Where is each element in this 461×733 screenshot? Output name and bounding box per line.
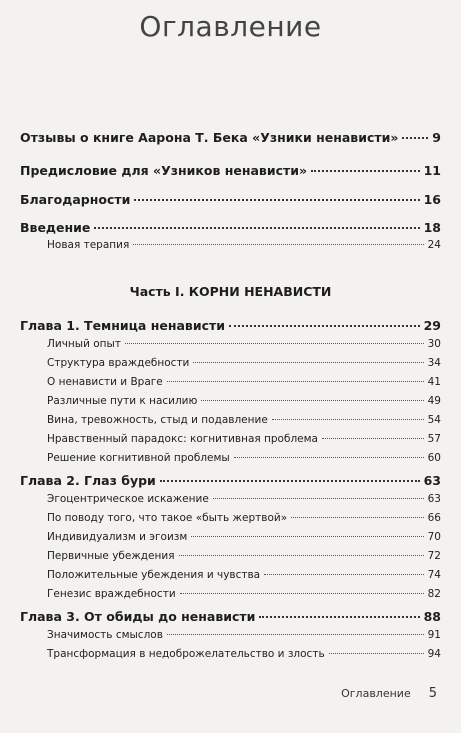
toc-entry-introduction[interactable]: [20, 220, 441, 235]
section-row[interactable]: [47, 414, 441, 426]
dot-leader: [264, 574, 424, 575]
section-row[interactable]: [47, 395, 441, 407]
section-page: 91: [427, 629, 441, 641]
section-title: Эгоцентрическое искажение: [47, 493, 209, 505]
section-page: 63: [427, 493, 441, 505]
toc-entry-page: 18: [423, 220, 441, 235]
dot-leader: [322, 438, 424, 439]
chapter-3-heading[interactable]: [20, 609, 441, 624]
dot-leader: [167, 634, 424, 635]
chapter-title: Глава 2. Глаз бури: [20, 473, 156, 488]
section-page: 54: [427, 414, 441, 426]
dot-leader: [191, 536, 423, 537]
chapter-page: 29: [423, 318, 441, 333]
section-row[interactable]: [47, 531, 441, 543]
dot-leader: [193, 362, 423, 363]
dot-leader: [94, 227, 419, 229]
toc-entry-page: 16: [423, 192, 441, 207]
dot-leader: [229, 325, 420, 327]
section-page: 66: [427, 512, 441, 524]
toc-entry-title: Отзывы о книге Аарона Т. Бека «Узники ненависти»: [20, 130, 399, 145]
chapter-title: Глава 1. Темница ненависти: [20, 318, 225, 333]
section-title: Первичные убеждения: [47, 550, 175, 562]
section-title: О ненависти и Враге: [47, 376, 163, 388]
toc-entry-title: Введение: [20, 220, 91, 235]
toc-entry-acknowledgements[interactable]: [20, 192, 441, 207]
page-footer: [341, 686, 437, 701]
section-page: 57: [427, 433, 441, 445]
section-row[interactable]: [47, 512, 441, 524]
running-footer-label: Оглавление: [341, 687, 411, 700]
section-row[interactable]: [47, 588, 441, 600]
section-row[interactable]: [47, 550, 441, 562]
dot-leader: [134, 199, 419, 201]
section-title: По поводу того, что такое «быть жертвой»: [47, 512, 288, 524]
section-page: 49: [427, 395, 441, 407]
section-title: Генезис враждебности: [47, 588, 176, 600]
section-title: Вина, тревожность, стыд и подавление: [47, 414, 268, 426]
section-title: Личный опыт: [47, 338, 121, 350]
section-page: 82: [427, 588, 441, 600]
toc-entry-title: Новая терапия: [47, 239, 130, 251]
section-title: Нравственный парадокс: когнитивная проблема: [47, 433, 318, 445]
section-title: Положительные убеждения и чувства: [47, 569, 261, 581]
section-page: 41: [427, 376, 441, 388]
section-row[interactable]: [47, 569, 441, 581]
section-row[interactable]: [47, 452, 441, 464]
dot-leader: [180, 593, 424, 594]
section-row[interactable]: [47, 629, 441, 641]
dot-leader: [329, 653, 424, 654]
toc-entry-page: 9: [432, 130, 441, 145]
page-number: 5: [428, 686, 437, 701]
dot-leader: [133, 244, 423, 245]
dot-leader: [179, 555, 424, 556]
dot-leader: [234, 457, 424, 458]
section-row[interactable]: [47, 376, 441, 388]
section-title: Различные пути к насилию: [47, 395, 198, 407]
section-page: 60: [427, 452, 441, 464]
section-page: 34: [427, 357, 441, 369]
chapter-page: 63: [423, 473, 441, 488]
dot-leader: [402, 137, 428, 139]
toc-entry-title: Благодарности: [20, 192, 131, 207]
section-title: Значимость смыслов: [47, 629, 163, 641]
dot-leader: [291, 517, 424, 518]
section-row[interactable]: [47, 357, 441, 369]
section-page: 72: [427, 550, 441, 562]
section-row[interactable]: [47, 493, 441, 505]
section-page: 30: [427, 338, 441, 350]
section-page: 74: [427, 569, 441, 581]
dot-leader: [259, 616, 419, 618]
toc-entry-reviews[interactable]: [20, 130, 441, 145]
dot-leader: [201, 400, 423, 401]
toc-entry-new-therapy[interactable]: [47, 239, 441, 251]
dot-leader: [160, 480, 420, 482]
chapter-2-heading[interactable]: [20, 473, 441, 488]
dot-leader: [125, 343, 424, 344]
toc-entry-preface[interactable]: [20, 163, 441, 178]
section-title: Индивидуализм и эгоизм: [47, 531, 188, 543]
section-title: Решение когнитивной проблемы: [47, 452, 230, 464]
section-row[interactable]: [47, 338, 441, 350]
dot-leader: [272, 419, 424, 420]
page-title: Оглавление: [139, 10, 322, 43]
section-title: Трансформация в недоброжелательство и злость: [47, 648, 325, 660]
part-heading: Часть I. КОРНИ НЕНАВИСТИ: [129, 284, 332, 299]
chapter-1-heading[interactable]: [20, 318, 441, 333]
toc-entry-title: Предисловие для «Узников ненависти»: [20, 163, 308, 178]
chapter-page: 88: [423, 609, 441, 624]
section-title: Структура враждебности: [47, 357, 190, 369]
dot-leader: [213, 498, 424, 499]
section-page: 70: [427, 531, 441, 543]
dot-leader: [311, 170, 420, 172]
toc-entry-page: 11: [423, 163, 441, 178]
section-page: 94: [427, 648, 441, 660]
chapter-title: Глава 3. От обиды до ненависти: [20, 609, 256, 624]
dot-leader: [167, 381, 424, 382]
section-row[interactable]: [47, 648, 441, 660]
toc-entry-page: 24: [427, 239, 441, 251]
section-row[interactable]: [47, 433, 441, 445]
